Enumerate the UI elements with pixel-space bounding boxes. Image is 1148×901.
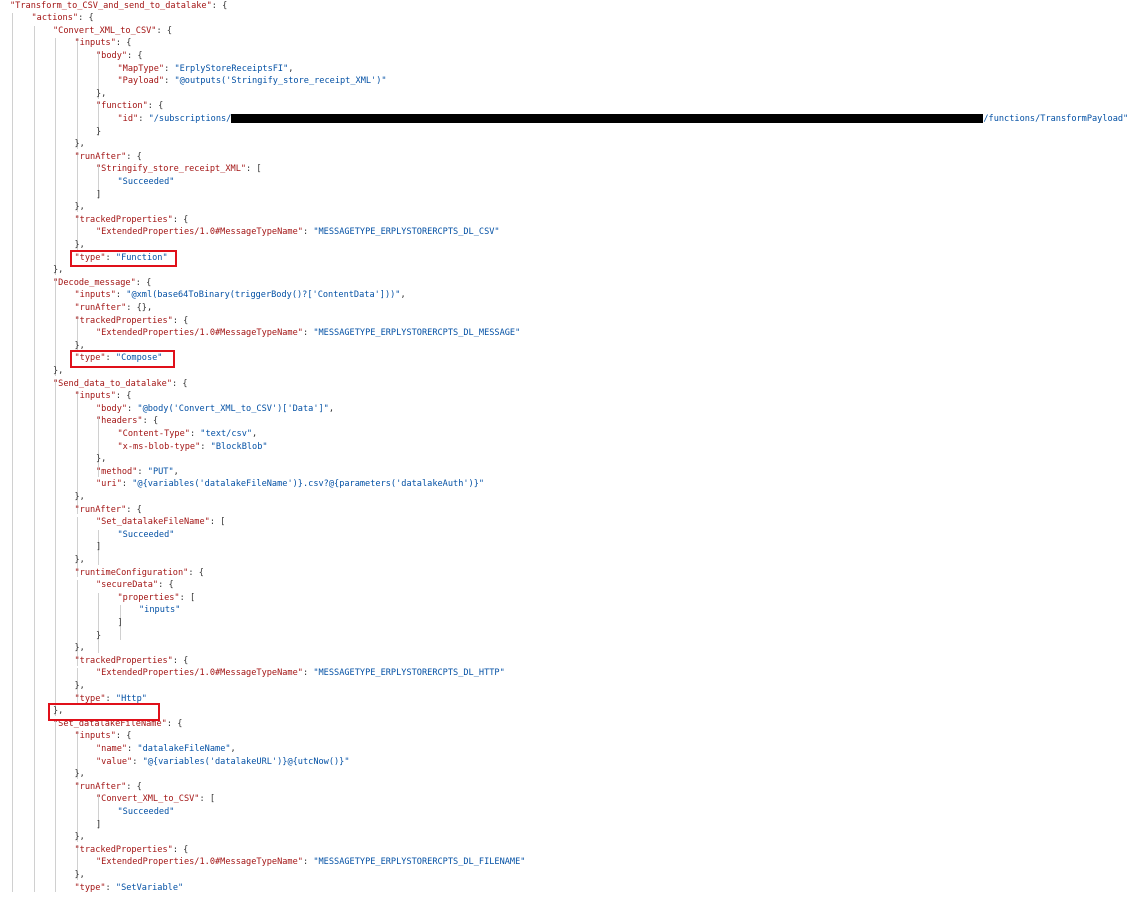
json-separator: : [138, 113, 149, 124]
json-punctuation: ] [117, 617, 123, 628]
json-punctuation: }, [74, 554, 85, 565]
code-line [75, 642, 85, 655]
json-value: "PUT" [147, 466, 174, 477]
json-key: "secureData" [96, 580, 159, 591]
code-line [75, 201, 85, 214]
code-line [75, 844, 189, 857]
json-key: "value" [96, 756, 133, 767]
json-key: "body" [96, 403, 128, 414]
code-line [53, 277, 151, 290]
code-line [118, 428, 258, 441]
code-line [96, 403, 334, 416]
json-punctuation: { [88, 13, 94, 24]
json-value: "datalakeFileName" [137, 743, 231, 754]
json-key: "type" [74, 882, 106, 893]
json-punctuation: }, [96, 88, 107, 99]
code-line [75, 491, 85, 504]
json-separator: : [126, 504, 137, 515]
code-line [96, 466, 179, 479]
json-key: "inputs" [74, 731, 116, 742]
code-line [118, 113, 1129, 126]
indent-guide [77, 38, 78, 149]
indent-guide [55, 379, 56, 717]
json-separator: : [164, 63, 175, 74]
json-separator: : [211, 0, 223, 11]
json-key: "Set_datalakeFileName" [96, 517, 210, 528]
code-line [75, 831, 85, 844]
json-separator: : [115, 38, 127, 49]
redacted-subscription-id [231, 114, 983, 123]
json-punctuation: { [177, 718, 183, 729]
json-punctuation: { [222, 0, 228, 11]
json-punctuation: { [152, 416, 159, 427]
code-line [118, 617, 123, 630]
json-value: "Compose" [115, 353, 163, 364]
json-key: "runtimeConfiguration" [74, 567, 189, 578]
json-key: "trackedProperties" [74, 214, 173, 225]
code-line [10, 0, 227, 13]
json-key: "properties" [117, 592, 180, 603]
json-key: "trackedProperties" [74, 655, 173, 666]
json-separator: : [246, 164, 257, 175]
code-line [96, 630, 101, 643]
json-punctuation: { [183, 315, 189, 326]
json-key: "Decode_message" [53, 277, 136, 288]
code-line [75, 730, 132, 743]
json-punctuation: }, [74, 239, 85, 250]
json-key: "runAfter" [74, 781, 127, 792]
code-line [75, 214, 189, 227]
json-value: "BlockBlob" [210, 441, 268, 452]
code-line [96, 819, 101, 832]
json-separator: : [105, 353, 116, 364]
json-key: "inputs" [74, 391, 116, 402]
code-line [96, 189, 101, 202]
json-value: "text/csv" [200, 428, 253, 439]
json-value: "@{variables('datalakeURL')}@{utcNow()}" [142, 756, 350, 767]
code-line [96, 100, 163, 113]
json-separator: : [164, 76, 175, 87]
json-punctuation: ] [96, 819, 102, 830]
code-line [75, 138, 85, 151]
json-separator: : [302, 857, 314, 868]
json-punctuation: , [400, 290, 406, 301]
json-separator: : [199, 794, 210, 805]
json-separator: : [115, 731, 127, 742]
json-separator: : [105, 252, 116, 263]
code-line [96, 163, 262, 176]
json-punctuation: { [182, 378, 188, 389]
json-value: /functions/TransformPayload" [983, 113, 1129, 124]
json-punctuation: [ [209, 794, 216, 805]
json-value: "@body('Convert_XML_to_CSV')['Data']" [137, 403, 329, 414]
json-key: "ExtendedProperties/1.0#MessageTypeName" [96, 668, 303, 679]
code-line [96, 541, 101, 554]
code-line [96, 743, 236, 756]
json-punctuation: } [96, 126, 102, 137]
json-separator: : [156, 25, 167, 36]
json-separator: : [189, 428, 201, 439]
json-key: "MapType" [117, 63, 165, 74]
json-punctuation: { [166, 25, 173, 36]
json-value: "Http" [115, 693, 147, 704]
code-line [96, 126, 101, 139]
json-separator: : [200, 441, 211, 452]
json-key: "Set_datalakeFileName" [53, 718, 167, 729]
json-punctuation: { [183, 655, 189, 666]
json-key: "ExtendedProperties/1.0#MessageTypeName" [96, 857, 303, 868]
json-separator: : [172, 844, 184, 855]
json-value: "Function" [115, 252, 168, 263]
json-value: "MESSAGETYPE_ERPLYSTORERCPTS_DL_CSV" [313, 227, 500, 238]
json-value: "SetVariable" [115, 882, 184, 893]
json-key: "function" [96, 101, 148, 112]
json-punctuation: { [136, 781, 142, 792]
json-punctuation: , [252, 428, 258, 439]
code-line [53, 378, 188, 391]
json-punctuation: }, [74, 139, 85, 150]
json-separator: : [179, 592, 190, 603]
code-line [96, 579, 174, 592]
json-punctuation: , [230, 743, 236, 754]
code-line [118, 63, 294, 76]
json-punctuation: }, [74, 202, 85, 213]
indent-guide [55, 719, 56, 893]
indent-guide [55, 278, 56, 376]
json-separator: : [135, 277, 147, 288]
type-highlight-box [48, 703, 160, 721]
json-key: "Convert_XML_to_CSV" [96, 794, 200, 805]
json-punctuation: }, [74, 769, 85, 780]
code-line [96, 478, 484, 491]
code-line [75, 567, 204, 580]
json-key: "ExtendedProperties/1.0#MessageTypeName" [96, 227, 303, 238]
json-value: "Succeeded" [117, 529, 175, 540]
json-punctuation: } [96, 630, 102, 641]
json-key: "Transform_to_CSV_and_send_to_datalake" [10, 0, 212, 11]
json-punctuation: { [183, 214, 189, 225]
code-line [96, 856, 525, 869]
json-punctuation: }, [74, 832, 85, 843]
code-line [75, 781, 142, 794]
code-line [75, 151, 142, 164]
json-key: "body" [96, 50, 128, 61]
code-line [96, 327, 520, 340]
type-highlight-box [70, 250, 178, 268]
json-separator: : [115, 290, 127, 301]
code-line [96, 88, 106, 101]
code-line [118, 529, 175, 542]
json-value: "ErplyStoreReceiptsFI" [174, 63, 289, 74]
indent-guide [12, 13, 13, 892]
json-punctuation: { [126, 391, 132, 402]
code-line [96, 226, 500, 239]
json-punctuation: [ [256, 164, 262, 175]
json-punctuation: , [288, 63, 294, 74]
code-line [75, 390, 132, 403]
json-punctuation: }, [74, 491, 85, 502]
json-key: "id" [117, 113, 139, 124]
code-line [53, 365, 63, 378]
json-value: "Succeeded" [117, 806, 175, 817]
code-line [53, 264, 63, 277]
json-punctuation: { [126, 731, 132, 742]
json-key: "Convert_XML_to_CSV" [53, 25, 157, 36]
json-punctuation: { [136, 151, 142, 162]
json-key: "inputs" [74, 38, 116, 49]
json-key: "Send_data_to_datalake" [53, 378, 172, 389]
indent-guide [34, 26, 35, 893]
code-line [139, 604, 180, 617]
json-key: "name" [96, 743, 128, 754]
json-punctuation: { [183, 844, 189, 855]
json-separator: : [147, 101, 159, 112]
json-punctuation: }, [74, 643, 85, 654]
json-value: "MESSAGETYPE_ERPLYSTORERCPTS_DL_MESSAGE" [313, 328, 521, 339]
code-line [75, 680, 85, 693]
json-separator: : [302, 227, 314, 238]
json-punctuation: [ [189, 592, 196, 603]
json-key: "Stringify_store_receipt_XML" [96, 164, 247, 175]
json-value: "/subscriptions/ [148, 113, 232, 124]
json-separator: : [166, 718, 178, 729]
code-line [118, 592, 196, 605]
json-value: "MESSAGETYPE_ERPLYSTORERCPTS_DL_HTTP" [313, 668, 505, 679]
json-separator: : [126, 781, 137, 792]
json-value: "@xml(base64ToBinary(triggerBody()?['ContentData']))" [126, 290, 401, 301]
code-line [75, 768, 85, 781]
json-separator: : [137, 466, 148, 477]
json-separator: : [126, 151, 137, 162]
json-punctuation: , [173, 466, 179, 477]
json-key: "x-ms-blob-type" [117, 441, 201, 452]
code-line [118, 176, 175, 189]
json-punctuation: { [168, 580, 174, 591]
json-punctuation: }, [53, 265, 64, 276]
json-key: "type" [74, 252, 106, 263]
json-punctuation: }, [74, 340, 85, 351]
json-punctuation: }, [74, 680, 85, 691]
json-key: "Payload" [117, 76, 165, 87]
code-line [75, 882, 184, 895]
json-key: "inputs" [74, 290, 116, 301]
json-key: "Content-Type" [117, 428, 190, 439]
json-punctuation: ] [96, 189, 102, 200]
json-key: "trackedProperties" [74, 844, 173, 855]
code-line [32, 12, 94, 25]
json-punctuation: }, [96, 454, 107, 465]
json-separator: : [132, 756, 143, 767]
json-punctuation: { [158, 101, 164, 112]
code-line [118, 806, 175, 819]
code-line [75, 554, 85, 567]
json-value: "Succeeded" [117, 176, 175, 187]
json-punctuation: { [136, 504, 142, 515]
type-highlight-box [70, 350, 176, 368]
json-key: "trackedProperties" [74, 315, 173, 326]
json-separator: : [142, 416, 153, 427]
code-line [53, 25, 172, 38]
json-value: "@outputs('Stringify_store_receipt_XML')" [174, 76, 387, 87]
indent-guide [55, 38, 56, 275]
json-punctuation: { [137, 50, 143, 61]
code-line [75, 504, 142, 517]
json-punctuation: }, [53, 706, 64, 717]
json-separator: : [78, 13, 89, 24]
json-punctuation: { [146, 277, 152, 288]
json-separator: : [188, 567, 199, 578]
indent-guide [96, 593, 102, 653]
json-key: "type" [74, 693, 106, 704]
json-punctuation: {}, [136, 302, 153, 313]
json-key: "runAfter" [74, 302, 127, 313]
json-separator: : [115, 391, 127, 402]
json-key: "runAfter" [74, 504, 127, 515]
code-line [96, 453, 106, 466]
code-line [118, 441, 268, 454]
json-separator: : [127, 50, 138, 61]
json-punctuation: }, [53, 365, 64, 376]
json-punctuation: { [126, 38, 132, 49]
json-separator: : [172, 315, 184, 326]
json-separator: : [127, 743, 138, 754]
json-separator: : [126, 302, 137, 313]
json-value: "@{variables('datalakeFileName')}.csv?@{parameters('datalakeAuth')}" [132, 479, 485, 490]
code-line [96, 667, 505, 680]
json-separator: : [105, 693, 116, 704]
code-line [75, 302, 153, 315]
json-punctuation: ] [96, 542, 102, 553]
code-line [96, 50, 143, 63]
json-key: "actions" [31, 13, 79, 24]
json-separator: : [105, 882, 116, 893]
json-key: "headers" [96, 416, 143, 427]
json-separator: : [302, 328, 314, 339]
json-separator: : [121, 479, 133, 490]
json-separator: : [172, 214, 184, 225]
code-line [96, 756, 350, 769]
code-line [75, 289, 406, 302]
code-line [96, 793, 215, 806]
json-key: "uri" [96, 479, 122, 490]
json-separator: : [127, 403, 138, 414]
json-key: "ExtendedProperties/1.0#MessageTypeName" [96, 328, 303, 339]
json-separator: : [302, 668, 314, 679]
json-separator: : [209, 517, 221, 528]
json-punctuation: [ [220, 517, 226, 528]
json-separator: : [172, 378, 183, 389]
json-key: "type" [74, 353, 106, 364]
json-punctuation: }, [74, 869, 85, 880]
json-key: "method" [96, 466, 138, 477]
json-value: "inputs" [139, 605, 181, 616]
code-line [75, 869, 85, 882]
json-value: "MESSAGETYPE_ERPLYSTORERCPTS_DL_FILENAME" [313, 857, 526, 868]
json-separator: : [172, 655, 184, 666]
code-line [75, 315, 189, 328]
json-punctuation: , [328, 403, 335, 414]
code-line [75, 655, 189, 668]
code-line [118, 75, 387, 88]
code-line [96, 415, 158, 428]
code-line [96, 516, 225, 529]
code-line [75, 37, 132, 50]
json-separator: : [158, 580, 169, 591]
json-punctuation: { [198, 567, 204, 578]
json-key: "runAfter" [74, 151, 127, 162]
